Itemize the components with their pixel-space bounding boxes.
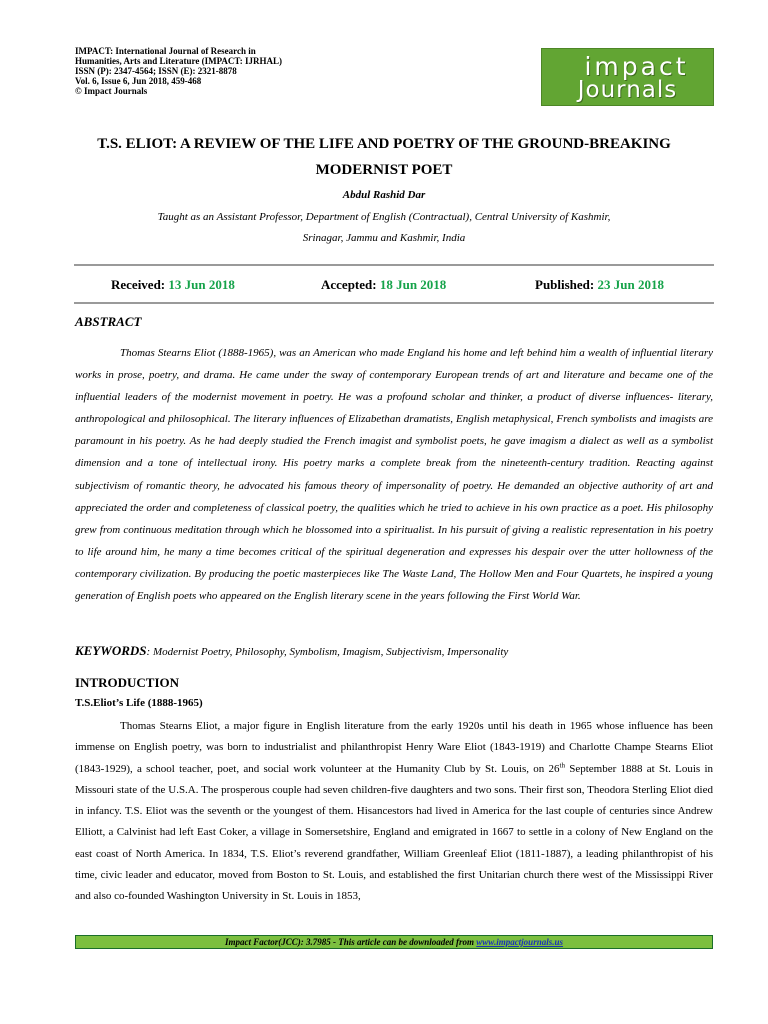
footer-text: Impact Factor(JCC): 3.7985 - This article can be downloaded from xyxy=(225,937,477,947)
published-label: Published: xyxy=(535,277,595,292)
issn-line: ISSN (P): 2347-4564; ISSN (E): 2321-8878 xyxy=(75,66,237,76)
affiliation-line-2: Srinagar, Jammu and Kashmir, India xyxy=(302,232,466,244)
footer-banner xyxy=(75,935,713,949)
copyright-line: © Impact Journals xyxy=(75,86,148,96)
accepted-label: Accepted: xyxy=(321,277,377,292)
published-date xyxy=(535,277,664,293)
life-subheading: T.S.Eliot’s Life (1888-1965) xyxy=(75,697,203,709)
introduction-heading: INTRODUCTION xyxy=(75,675,180,690)
journal-name-line-1: IMPACT: International Journal of Research in xyxy=(75,46,256,56)
ordinal-superscript: th xyxy=(559,760,565,769)
top-divider xyxy=(74,264,714,266)
abstract-text: Thomas Stearns Eliot (1888-1965), was an American who made England his home and left behind him a wealth of influential literary works in prose, poetry, and drama. He came under the sway of contemporary European trends of art and literature and became one of the influential leaders of the modernist movement in poetry. He was a profound scholar and thinker, a product of diverse influences- literary, anthropological and philosophical. The literary influences of Elizabethan dramatists, English metaphysical, French symbolists and imagists are paramount in his poetry. As he had deeply studied the French imagist and symbolist poets, he gave imagism a dialect as well as a symbolist dimension and a tone of intellectual irony. His poetry marks a complete break from the nineteenth-century tradition. Reacting against subjectivism of romantic theory, he advocated his famous theory of impersonality of poetry. He demanded an objective authority of art and appreciated the order and completeness of classical poetry, the qualities which he tried to achieve in his own practice as a poet. His philosophy grew from continuous meditation through which he blossomed into a spiritualist. In his pursuit of giving a realistic representation in his poetry to life around him, he many a time becomes critical of the spiritual degeneration and expresses his despair over the utter hollowness of the contemporary civilization. By producing the poetic masterpieces like The Waste Land, The Hollow Men and Four Quartets, he inspired a young generation of English poets who appeared on the English literary scene in the years following the First World War. xyxy=(75,347,713,603)
paragraph-part-2: September 1888 at St. Louis in Missouri state of the U.S.A. The prosperous couple had seven children-five daughters and two sons. Their first son, Theodora Sterling Eliot died in infancy. T.S. Eliot was the seventh or the youngest of them. Hisancestors had lived in America for the last couple of centuries since Andrew Elliott, a Calvinist had left East Coker, a village in Somersetshire, England and emigrated in 1667 to settle in a colony of New England on the east coast of North America. In 1834, T.S. Eliot’s reverend grandfather, William Greenleaf Eliot (1811-1887), a leading philanthropist of his time, civic leader and educator, moved from Boston to St. Louis, and established the first Unitarian church there west of the Mississippi River and also co-founded Washington University in St. Louis in 1853, xyxy=(75,762,713,903)
volume-issue-line: Vol. 6, Issue 6, Jun 2018, 459-468 xyxy=(75,76,202,86)
received-date xyxy=(111,277,235,293)
abstract-heading: ABSTRACT xyxy=(75,314,142,329)
accepted-date xyxy=(321,277,446,293)
bottom-divider xyxy=(74,302,714,304)
keywords-label: KEYWORDS xyxy=(75,643,147,658)
author-affiliation xyxy=(60,207,708,249)
journal-info xyxy=(75,46,435,96)
paper-title-line-2: MODERNIST POET xyxy=(315,162,453,178)
keywords xyxy=(75,643,713,659)
impact-journals-logo xyxy=(541,48,714,106)
paper-title xyxy=(60,131,708,183)
received-value: 13 Jun 2018 xyxy=(168,277,235,292)
accepted-value: 18 Jun 2018 xyxy=(379,277,447,292)
logo-text-journals: Journals xyxy=(577,77,678,103)
journal-name-line-2: Humanities, Arts and Literature (IMPACT: IJRHAL) xyxy=(75,56,282,66)
logo-text-impact: impact xyxy=(584,52,689,81)
footer-website-link[interactable]: www.impactjournals.us xyxy=(476,937,563,947)
author-name: Abdul Rashid Dar xyxy=(342,189,426,201)
received-label: Received: xyxy=(111,277,166,292)
published-value: 23 Jun 2018 xyxy=(597,277,664,292)
keywords-text: : Modernist Poetry, Philosophy, Symbolism, Imagism, Subjectivism, Impersonality xyxy=(146,646,509,658)
paper-title-line-1: T.S. ELIOT: A REVIEW OF THE LIFE AND POETRY OF THE GROUND-BREAKING xyxy=(97,136,671,152)
introduction-paragraph xyxy=(75,716,713,908)
affiliation-line-1: Taught as an Assistant Professor, Department of English (Contractual), Central University of Kashmir, xyxy=(157,211,611,223)
paragraph-part-1: Thomas Stearns Eliot, a major figure in English literature from the early 1920s until his death in 1965 whose influence has been immense on English poetry, was born to industrialist and philanthropist Henry Ware Eliot (1843-1919) and Charlotte Champe Stearns Eliot (1843-1929), a school teacher, poet, and social work volunteer at the Humanity Club by St. Louis, on 26 xyxy=(75,720,713,775)
